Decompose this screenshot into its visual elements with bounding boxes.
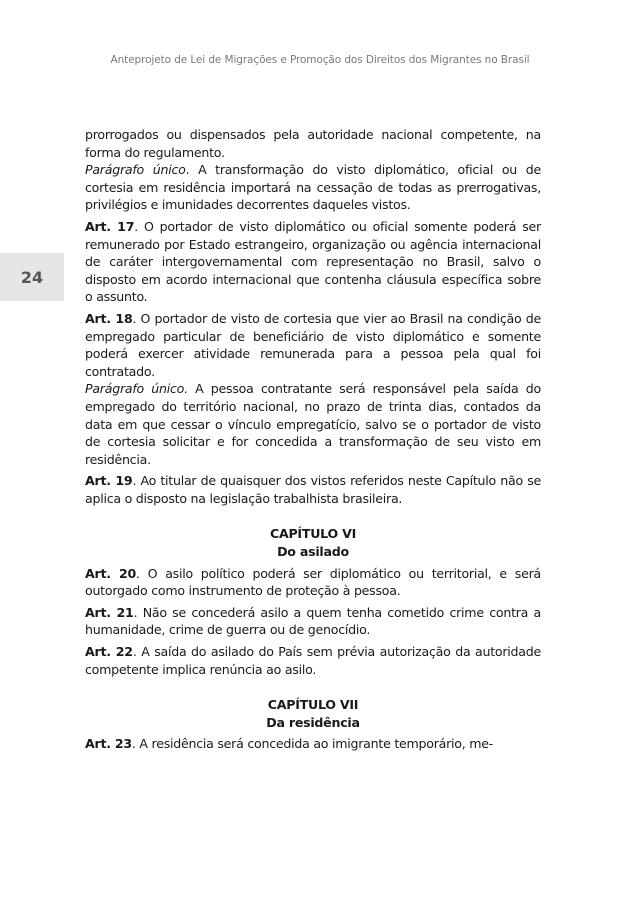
chapter-7-heading bbox=[85, 696, 541, 731]
continuation-paragraph: prorrogados ou dispensados pela autoridade nacional competente, na forma do regulamento. bbox=[85, 127, 541, 160]
article-label: Art. 18 bbox=[85, 310, 133, 326]
paragraph-label: Parágrafo único bbox=[85, 162, 186, 178]
article-label: Art. 22 bbox=[85, 644, 133, 660]
art18-paragraph-unico bbox=[85, 380, 541, 468]
page-number-tab bbox=[0, 253, 64, 301]
article-text: . O portador de visto de cortesia que vier ao Brasil na condição de empregado particular de beneficiário de visto diplomático e somente poderá exercer atividade remunerada para a pessoa pela qual foi contratado. bbox=[85, 310, 541, 379]
chapter-title: Do asilado bbox=[277, 544, 349, 560]
paragraph-text: . A transformação do visto diplomático, oficial ou de cortesia em residência importará na cessação de todas as prerrogativas, privilégios e imunidades decorrentes daqueles vistos. bbox=[85, 162, 541, 213]
article-21 bbox=[85, 604, 541, 639]
art16-paragraph-unico bbox=[85, 161, 541, 214]
article-18 bbox=[85, 310, 541, 380]
article-label: Art. 20 bbox=[85, 565, 137, 581]
article-label: Art. 19 bbox=[85, 473, 133, 489]
article-label: Art. 23 bbox=[85, 736, 132, 752]
page-number: 24 bbox=[20, 267, 44, 287]
article-19 bbox=[85, 472, 541, 507]
article-label: Art. 17 bbox=[85, 218, 135, 234]
chapter-number: CAPÍTULO VII bbox=[267, 697, 359, 713]
article-20 bbox=[85, 565, 541, 600]
article-17 bbox=[85, 218, 541, 306]
article-label: Art. 21 bbox=[85, 604, 134, 620]
running-header: Anteprojeto de Lei de Migrações e Promoção dos Direitos dos Migrantes no Brasil bbox=[110, 54, 530, 66]
article-23 bbox=[85, 735, 541, 753]
paragraph-label: Parágrafo único. bbox=[85, 381, 188, 397]
chapter-title: Da residência bbox=[266, 714, 360, 730]
article-text: . O portador de visto diplomático ou oficial somente poderá ser remunerado por Estado estrangeiro, organização ou agência internacional de caráter intergovernamental com representação no Brasil, salvo o disposto em acordo internacional que contenha cláusula específica sobre o assunto. bbox=[85, 218, 541, 305]
article-text: . Ao titular de quaisquer dos vistos referidos neste Capítulo não se aplica o disposto na legislação trabalhista brasileira. bbox=[85, 473, 542, 506]
article-text: . A residência será concedida ao imigrante temporário, me- bbox=[131, 736, 494, 752]
article-text: . A saída do asilado do País sem prévia autorização da autoridade competente implica renúncia ao asilo. bbox=[85, 644, 542, 677]
paragraph-text: A pessoa contratante será responsável pela saída do empregado do território nacional, no prazo de trinta dias, contados da data em que cessar o vínculo empregatício, salvo se o portador de visto de cortesia solicitar e for concedida a transformação de seu visto em residência. bbox=[85, 381, 541, 467]
article-22 bbox=[85, 643, 541, 678]
chapter-6-heading bbox=[85, 525, 541, 560]
article-text: . Não se concederá asilo a quem tenha cometido crime contra a humanidade, crime de guerra ou de genocídio. bbox=[85, 604, 542, 638]
document-body bbox=[85, 126, 541, 753]
chapter-number: CAPÍTULO VI bbox=[269, 526, 357, 542]
article-text: . O asilo político poderá ser diplomático ou territorial, e será outorgado como instrumento de proteção à pessoa. bbox=[85, 565, 541, 599]
